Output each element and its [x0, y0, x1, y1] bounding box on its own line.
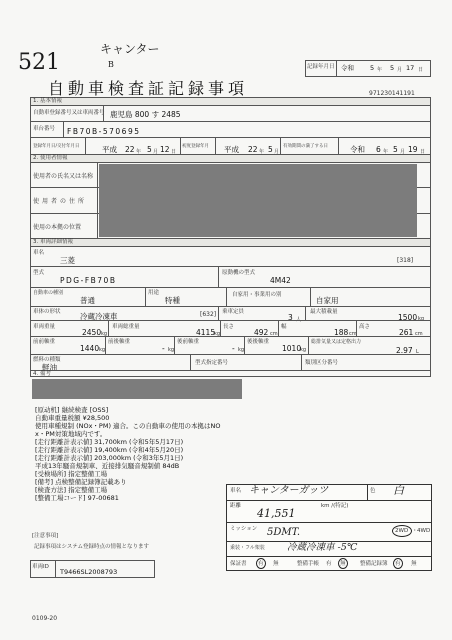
handwritten-number: 521 — [18, 50, 60, 75]
maker-code: [318] — [397, 257, 414, 264]
memo-line: [検査方法] 指定整備工場 — [35, 486, 108, 494]
height-label: 高さ — [359, 324, 371, 330]
card-name-value: キャンターガッツ — [249, 485, 329, 496]
card-distance-value: 41,551 — [257, 507, 296, 520]
category-label: 類別区分番号 — [305, 360, 339, 366]
first-reg-day: 12 — [160, 145, 170, 154]
capacity-value: 3 — [288, 313, 293, 322]
section1-heading: 1. 基本情報 — [33, 98, 62, 104]
private-label: 自家用・事業用の別 — [232, 292, 282, 298]
user-name-label: 使用者の氏名又は名称 — [33, 173, 94, 180]
memo-line: [整備工場コード] 97-00681 — [35, 494, 119, 502]
body-code: [632] — [200, 311, 217, 318]
section3-heading: 3. 車両詳細情報 — [33, 239, 73, 245]
expiry-month: 5 — [393, 145, 398, 154]
weight-label: 車両重量 — [33, 324, 56, 330]
section2-heading: 2. 使用者情報 — [33, 155, 68, 161]
kind-label: 自動車の種別 — [33, 290, 64, 296]
record-era: 令和 — [341, 64, 354, 72]
reg-value: 鹿児島 800 す 2485 — [110, 110, 181, 119]
record-year: 5 — [370, 64, 375, 72]
user-address-label: 使用者の住所 — [33, 198, 88, 205]
type-designation-label: 型式指定番号 — [195, 360, 229, 366]
expiry-day: 19 — [408, 145, 418, 154]
doc-number: 971230141191 — [369, 90, 415, 97]
drive-2wd: 2WD — [395, 528, 409, 534]
memo-line: 平成13年騒音規制車、近接排気騒音規制値 84dB — [35, 462, 180, 470]
max-load-label: 最大積載量 — [310, 309, 338, 315]
expiry-year: 6 — [376, 145, 381, 154]
first-reg-era: 平成 — [102, 145, 117, 154]
rear-front-value: - — [232, 344, 235, 353]
memo-line: 使用車種規制 (NOx・PM) 適合。この自動車の使用の本拠はNO — [35, 422, 221, 430]
fuel-label: 燃料の種類 — [33, 357, 61, 363]
body-value: 冷蔵冷凍車 — [80, 312, 118, 321]
memo-line: [走行距離計表示値] 203,000km (令和3年5月1日) — [35, 454, 184, 462]
warranty-label: 保証書 — [230, 561, 247, 567]
vehicle-id-label: 車両ID — [32, 564, 49, 570]
base-location-label: 使用の本拠の位置 — [33, 224, 82, 231]
memo-line: 自動車重量税額 ¥28,500 — [35, 414, 110, 422]
engine-label: 原動機の型式 — [222, 270, 256, 276]
card-mission-value: 5DMT. — [267, 527, 300, 538]
handwritten-vehicle-note: キャンター — [100, 42, 160, 56]
length-label: 長さ — [223, 324, 235, 330]
rear-front-label: 後前軸重 — [177, 339, 200, 345]
memo-line: [備考] 点検整備記録簿記載あり — [35, 478, 127, 486]
notes-text: 記録事項はシステム登録時点の情報となります — [34, 544, 149, 550]
card-distance-label: 距離 — [230, 503, 242, 509]
first-year-month: 5 — [268, 145, 273, 154]
maker-label: 車名 — [33, 250, 45, 256]
first-reg-month: 5 — [147, 145, 152, 154]
record-day: 17 — [406, 64, 415, 72]
model-label: 型式 — [33, 270, 45, 276]
drive-4wd: 4WD — [417, 528, 431, 534]
card-extra-value: 冷蔵冷凍車 -5℃ — [287, 542, 358, 553]
manual-label: 整備手帳 — [297, 561, 320, 567]
vehicle-info-card: 車名 キャンターガッツ 色 白 距離 km /(特記) 41,551 ミッション 5DMT. 2WD ・ 4WD 乗装・フル架装 冷蔵冷凍車 -5℃ 保証書 有 無 整備手帳 有 無 整備記録簿 有 無 — [226, 484, 432, 571]
first-reg-year: 22 — [125, 145, 135, 154]
memo-line: [原动机] 継続検査 [OSS] — [35, 406, 109, 414]
front-rear-value: - — [162, 344, 165, 353]
front-rear-label: 前後軸重 — [108, 339, 131, 345]
first-year-year: 22 — [248, 145, 258, 154]
first-year-label: 初度登録年月 — [182, 144, 209, 149]
weight-value: 2450 — [82, 328, 102, 337]
maker-value: 三菱 — [60, 256, 75, 265]
page-title: 自動車検査証記録事項 — [48, 79, 249, 98]
length-value: 492 — [254, 328, 269, 337]
memo-line: x・PM対策地域内です。 — [35, 430, 107, 438]
first-year-era: 平成 — [224, 145, 239, 154]
displacement-label: 総排気量又は定格出力 — [311, 339, 362, 345]
memo-line: [受検場所] 指定整備工場 — [35, 470, 108, 478]
card-color-value: 白 — [393, 484, 404, 497]
reg-label: 自動車登録番号又は車両番号 — [33, 110, 105, 116]
displacement-value: 2.97 — [396, 346, 413, 355]
memo-line: [走行距離計表示値] 31,700km (令和5年5月17日) — [35, 438, 184, 446]
document-page: 521 キャンター B 記録年月日 令和 5 年 5 月 17 日 自動車検査証記録事項 971230141191 1. 基本情報 自動車登録番号又は車両番号 鹿児島 800 す 2485 車台番号 FB70B-570695 登録年月日/交付年月日 平成 22 年 5 月 12 日 初度登録年月 平成 22 年 5 月 有効期間の満了する日 令和 6 年 5 月 19 日 2. 使用者情報 使用者の氏名又は名称 使用者の住所 使用の本拠の位置 3. 車両詳細情報 車名 三菱 [318] 型式 PDG-FB70B 原動機の型式 4M42 自動車の種別 普通 用途 特種 自家用・事業用の別 自家用 車体の形状 冷蔵冷凍車 [632] 乗車定員 3 人 最大積載量 1500 kg 車両重量 2450 kg 車両総重量 4115 kg 長さ 492 cm 幅 188 cm 高さ 261 cm 前前軸重 1440 kg 前後軸重 - kg 後前軸重 - kg 後後軸重 1010 kg 総排気量又は定格出力 2.97 L 燃料の種類 軽油 型式指定番号 類別区分番号 4. 備考 [原动机] 継続検査 [OSS] 自動車重量税額 ¥28,500 使用車種規制 (NOx・PM) 適合。この自動車の使用の本拠はNO x・PM対策地域内です。 [走行距離計表示値] 31,700km (令和5年5月17日) [走行距離計表示値] 19,400km (令和4年5月20日) [走行距離計表示値] 203,000km (令和3年5月1日) 平成13年騒音規制車、近接排気騒音規制値 84dB [受検場所] 指定整備工場 [備考] 点検整備記録簿記載あり [検査方法] 指定整備工場 [整備工場コード] 97-00681 車名 キャンターガッツ 色 白 距離 km /(特記) 41,551 ミッション 5DMT. 2WD ・ 4WD 乗装・フル架装 冷蔵冷凍車 -5℃ 保証書 有 無 整備手帳 有 無 整備記録簿 有 無 [注意事項] 記録事項はシステム登録時点の情報となります 車両ID T9466SL2008793 0109-20 — [0, 0, 452, 640]
rear-rear-value: 1010 — [282, 344, 302, 353]
max-load-value: 1500 — [398, 313, 418, 322]
expiry-era: 令和 — [350, 145, 365, 154]
section4-heading: 4. 備考 — [33, 371, 51, 377]
height-value: 261 — [399, 328, 414, 337]
card-distance-unit: km /(特記) — [321, 503, 349, 509]
private-value: 自家用 — [316, 296, 339, 305]
body-label: 車体の形状 — [33, 309, 61, 315]
record-date-label: 記録年月日 — [307, 64, 335, 70]
memo-line: [走行距離計表示値] 19,400km (令和4年5月20日) — [35, 446, 184, 454]
chassis-label: 車台番号 — [33, 126, 56, 132]
front-axle-value: 1440 — [80, 344, 100, 353]
width-label: 幅 — [281, 324, 287, 330]
gross-label: 車両総重量 — [112, 324, 140, 330]
card-extra-label: 乗装・フル架装 — [230, 545, 265, 551]
model-value: PDG-FB70B — [60, 276, 117, 285]
record-label: 整備記録簿 — [360, 561, 388, 567]
fuel-value: 軽油 — [42, 363, 57, 372]
front-axle-label: 前前軸重 — [33, 339, 56, 345]
engine-value: 4M42 — [270, 276, 291, 285]
use-value: 特種 — [165, 296, 180, 305]
user-info-redaction — [99, 164, 417, 237]
handwritten-letter: B — [108, 60, 114, 69]
card-color-label: 色 — [370, 488, 376, 494]
use-label: 用途 — [148, 290, 160, 296]
card-name-label: 車名 — [230, 488, 242, 494]
memo-redaction — [32, 379, 242, 399]
first-reg-label: 登録年月日/交付年月日 — [33, 144, 80, 149]
rear-rear-label: 後後軸重 — [247, 339, 270, 345]
card-mission-label: ミッション — [230, 526, 258, 532]
notes-heading: [注意事項] — [32, 533, 59, 539]
expiry-label: 有効期間の満了する日 — [283, 144, 328, 149]
kind-value: 普通 — [80, 296, 95, 305]
record-month: 5 — [390, 64, 395, 72]
gross-value: 4115 — [196, 328, 216, 337]
capacity-label: 乗車定員 — [222, 309, 245, 315]
vehicle-id-value: T9466SL2008793 — [60, 568, 118, 576]
chassis-value: FB70B-570695 — [67, 127, 141, 136]
form-code: 0109-20 — [32, 615, 58, 622]
width-value: 188 — [334, 328, 349, 337]
